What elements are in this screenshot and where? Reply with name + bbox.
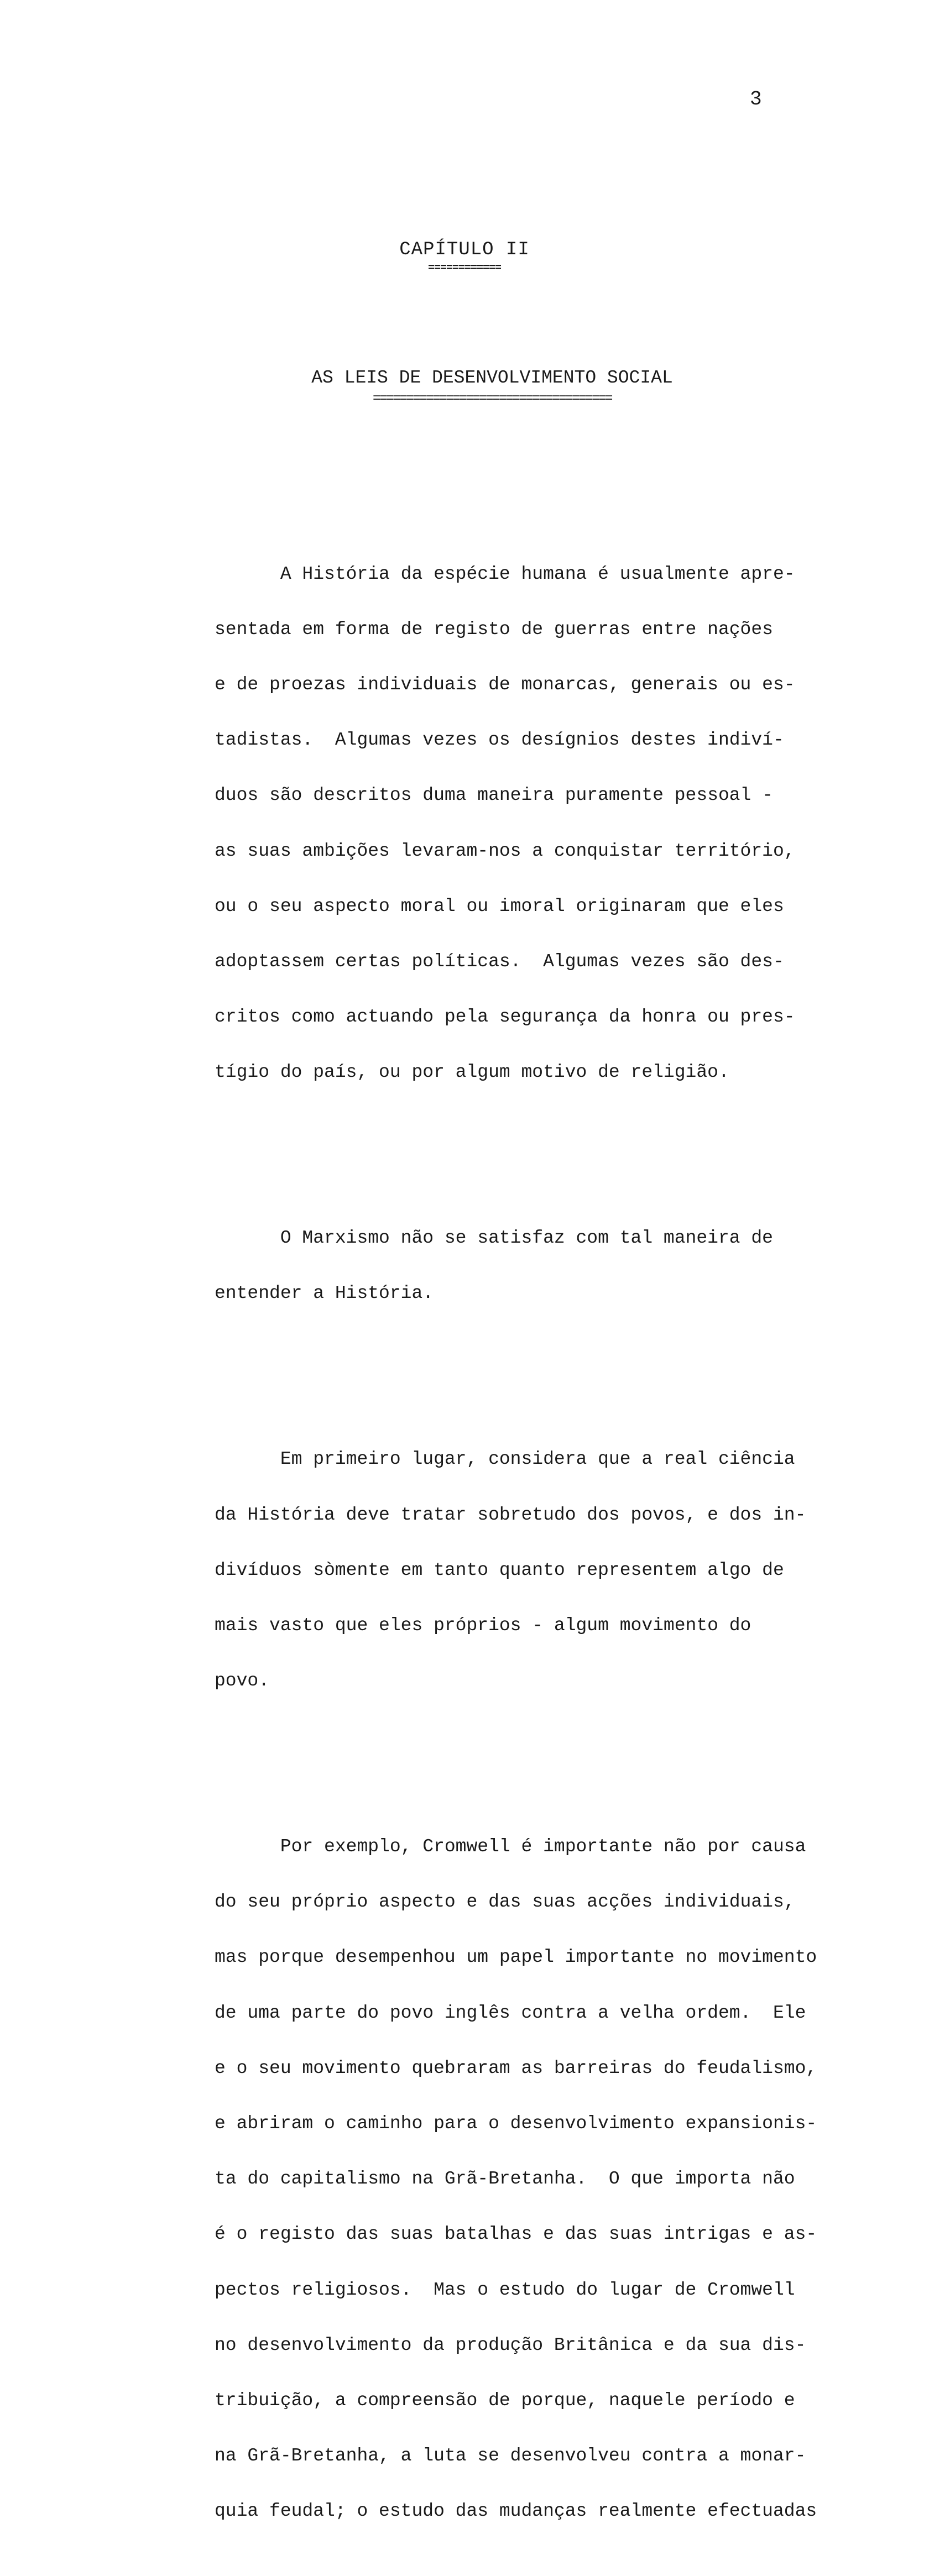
- text-line: divíduos sòmente em tanto quanto representem algo de: [215, 1559, 784, 1580]
- text-line: de uma parte do povo inglês contra a velha ordem. Ele: [215, 2002, 806, 2023]
- text-line: A História da espécie humana é usualmente apre-: [215, 563, 795, 584]
- chapter-title: CAPÍTULO II: [399, 239, 530, 260]
- text-line: pectos religiosos. Mas o estudo do lugar de Cromwell: [215, 2279, 795, 2300]
- chapter-underline: ============: [427, 262, 502, 275]
- text-line: ta do capitalismo na Grã-Bretanha. O que importa não: [215, 2169, 795, 2190]
- text-line: tadistas. Algumas vezes os desígnios destes indiví-: [215, 730, 784, 751]
- paragraph: [215, 1413, 845, 1727]
- body-text: [215, 491, 845, 2576]
- text-line: Em primeiro lugar, considera que a real ciência: [215, 1449, 795, 1470]
- text-line: e de proezas individuais de monarcas, generais ou es-: [215, 674, 795, 695]
- text-line: sentada em forma de registo de guerras entre nações: [215, 619, 773, 640]
- chapter-heading: [0, 239, 929, 274]
- text-line: da História deve tratar sobretudo dos povos, e dos in-: [215, 1504, 806, 1525]
- text-line: mais vasto que eles próprios - algum movimento do: [215, 1615, 751, 1636]
- text-line: as suas ambições levaram-nos a conquistar território,: [215, 840, 795, 861]
- text-line: tígio do país, ou por algum motivo de religião.: [215, 1062, 729, 1083]
- text-line: Por exemplo, Cromwell é importante não por causa: [215, 1836, 806, 1857]
- text-line: e abriram o caminho para o desenvolvimento expansionis-: [215, 2113, 817, 2134]
- paragraph: [215, 528, 845, 1119]
- text-line: e o seu movimento quebraram as barreiras do feudalismo,: [215, 2057, 817, 2078]
- text-line: é o registo das suas batalhas e das suas intrigas e as-: [215, 2224, 817, 2245]
- text-line: adoptassem certas políticas. Algumas vezes são des-: [215, 951, 784, 972]
- section-heading: [276, 367, 708, 405]
- text-line: do seu próprio aspecto e das suas acções individuais,: [215, 1892, 795, 1913]
- text-line: duos são descritos duma maneira puramente pessoal -: [215, 785, 773, 806]
- page-number: 3: [750, 88, 762, 111]
- section-underline: ====================================: [372, 391, 612, 406]
- text-line: O Marxismo não se satisfaz com tal maneira de: [215, 1228, 773, 1249]
- text-line: na Grã-Bretanha, a luta se desenvolveu contra a monar-: [215, 2446, 806, 2467]
- text-line: entender a História.: [215, 1283, 434, 1304]
- text-line: ou o seu aspecto moral ou imoral originaram que eles: [215, 896, 784, 917]
- text-line: povo.: [215, 1671, 270, 1692]
- paragraph: [215, 1800, 845, 2557]
- text-line: tribuição, a compreensão de porque, naquele período e: [215, 2390, 795, 2411]
- text-line: mas porque desempenhou um papel importante no movimento: [215, 1947, 817, 1968]
- text-line: no desenvolvimento da produção Britânica e da sua dis-: [215, 2334, 806, 2355]
- text-line: critos como actuando pela segurança da honra ou pres-: [215, 1007, 795, 1028]
- section-title: AS LEIS DE DESENVOLVIMENTO SOCIAL: [311, 368, 673, 388]
- paragraph: [215, 1192, 845, 1339]
- text-line: quia feudal; o estudo das mudanças realmente efectuadas: [215, 2501, 817, 2522]
